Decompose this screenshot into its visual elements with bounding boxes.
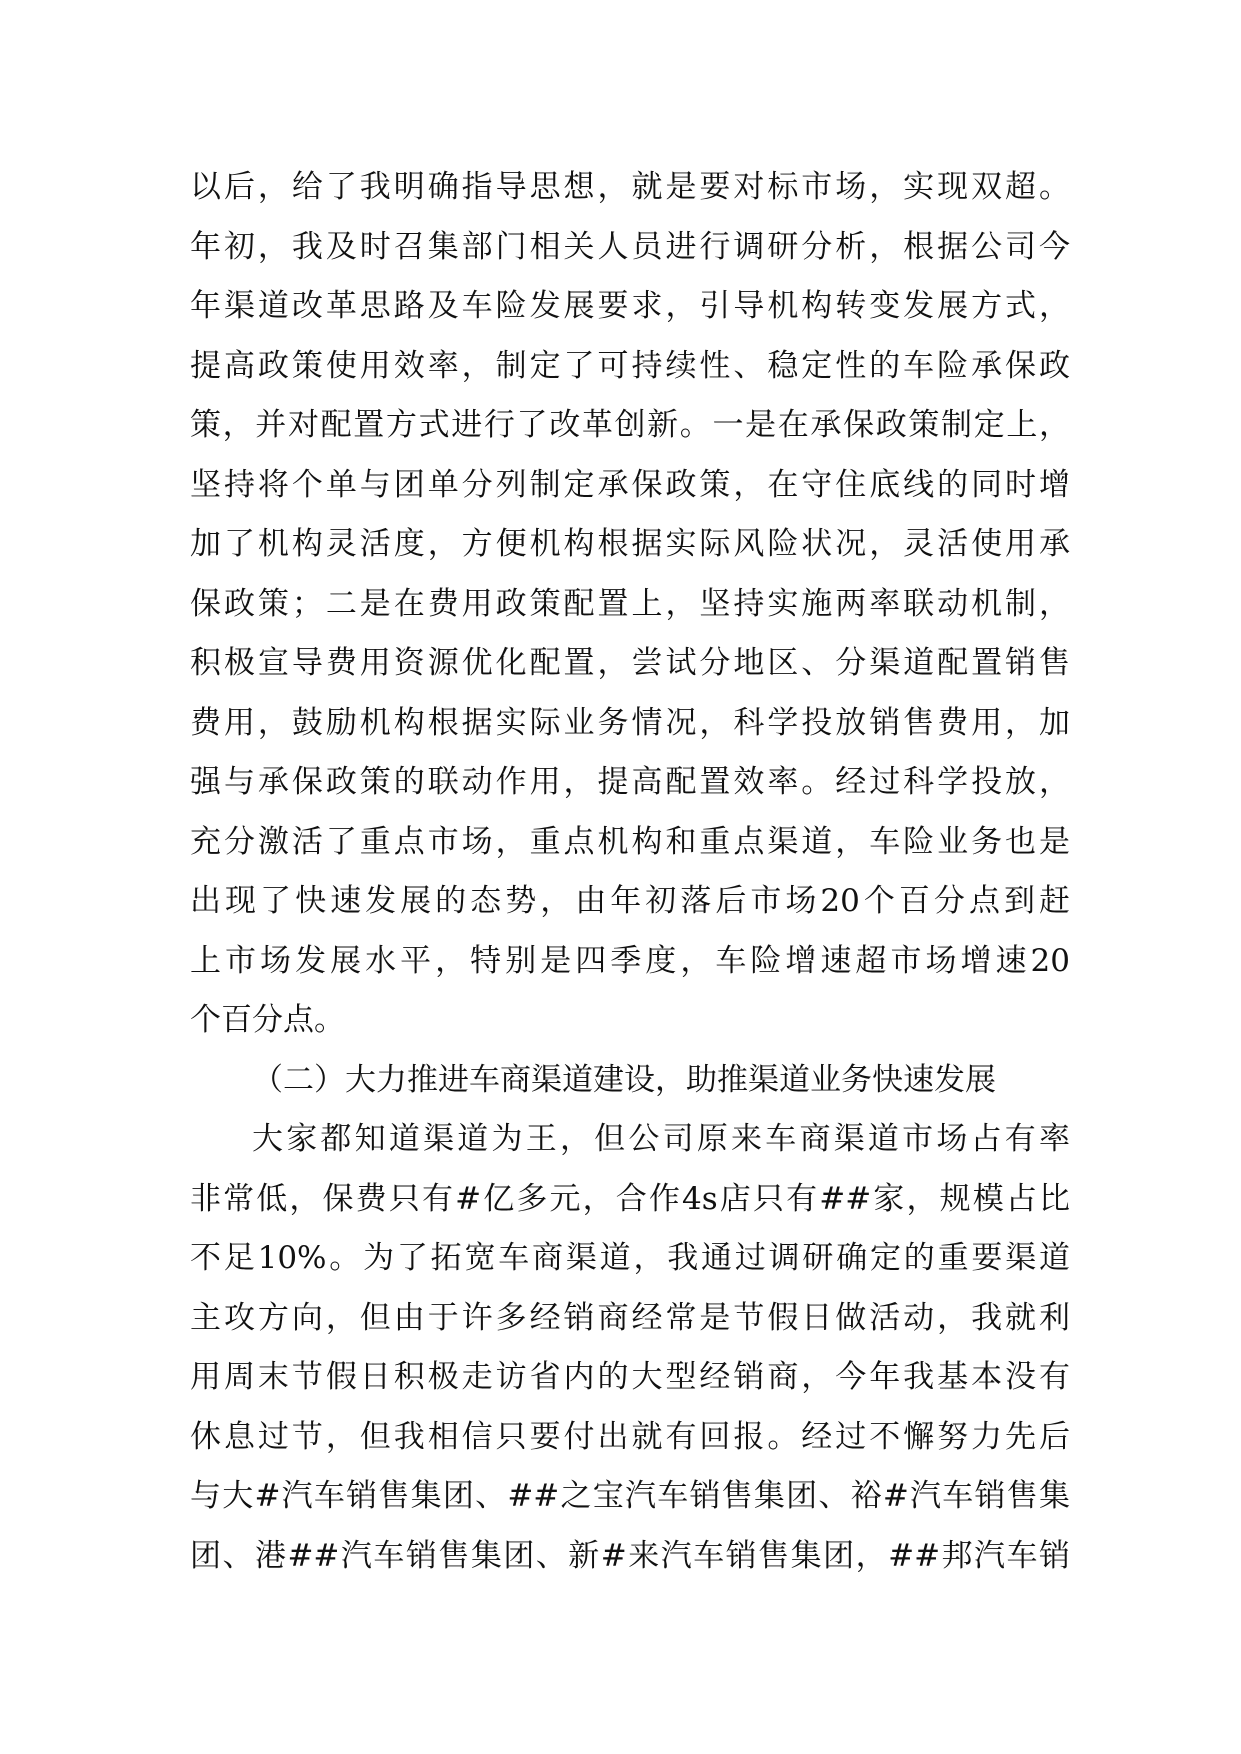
text-line: 休息过节，但我相信只要付出就有回报。经过不懈努力先后 <box>190 1418 1070 1455</box>
section-heading: （二）大力推进车商渠道建设，助推渠道业务快速发展 <box>252 1061 996 1098</box>
text-line: 提高政策使用效率，制定了可持续性、稳定性的车险承保政 <box>190 347 1070 384</box>
text-line: 与大#汽车销售集团、##之宝汽车销售集团、裕#汽车销售集 <box>190 1478 1070 1514</box>
text-line: 积极宣导费用资源优化配置，尝试分地区、分渠道配置销售 <box>190 645 1070 681</box>
text-line: 个百分点。 <box>190 1002 345 1038</box>
text-line: 保政策；二是在费用政策配置上，坚持实施两率联动机制， <box>190 585 1070 622</box>
text-line: 以后，给了我明确指导思想，就是要对标市场，实现双超。 <box>190 169 1070 205</box>
text-line: 团、港##汽车销售集团、新#来汽车销售集团，##邦汽车销 <box>190 1537 1070 1574</box>
text-line: 加了机构灵活度，方便机构根据实际风险状况，灵活使用承 <box>190 526 1070 562</box>
text-line: 大家都知道渠道为王，但公司原来车商渠道市场占有率 <box>252 1121 1070 1157</box>
text-line: 用周末节假日积极走访省内的大型经销商，今年我基本没有 <box>190 1359 1070 1395</box>
document-body <box>190 158 1070 1586</box>
text-line: 充分激活了重点市场，重点机构和重点渠道，车险业务也是 <box>190 823 1070 860</box>
text-line: 主攻方向，但由于许多经销商经常是节假日做活动，我就利 <box>190 1299 1070 1336</box>
text-line: 年初，我及时召集部门相关人员进行调研分析，根据公司今 <box>190 228 1070 265</box>
text-line: 策，并对配置方式进行了改革创新。一是在承保政策制定上， <box>190 407 1070 443</box>
text-line: 费用，鼓励机构根据实际业务情况，科学投放销售费用，加 <box>190 704 1070 741</box>
text-line: 年渠道改革思路及车险发展要求，引导机构转变发展方式， <box>190 288 1070 324</box>
text-line: 不足10%。为了拓宽车商渠道，我通过调研确定的重要渠道 <box>190 1240 1070 1276</box>
text-line: 坚持将个单与团单分列制定承保政策，在守住底线的同时增 <box>190 466 1070 503</box>
text-line: 非常低，保费只有#亿多元，合作4s店只有##家，规模占比 <box>190 1180 1070 1217</box>
text-line: 强与承保政策的联动作用，提高配置效率。经过科学投放， <box>190 764 1070 800</box>
text-line: 上市场发展水平，特别是四季度，车险增速超市场增速20 <box>190 942 1070 979</box>
text-line: 出现了快速发展的态势，由年初落后市场20个百分点到赶 <box>190 883 1070 919</box>
